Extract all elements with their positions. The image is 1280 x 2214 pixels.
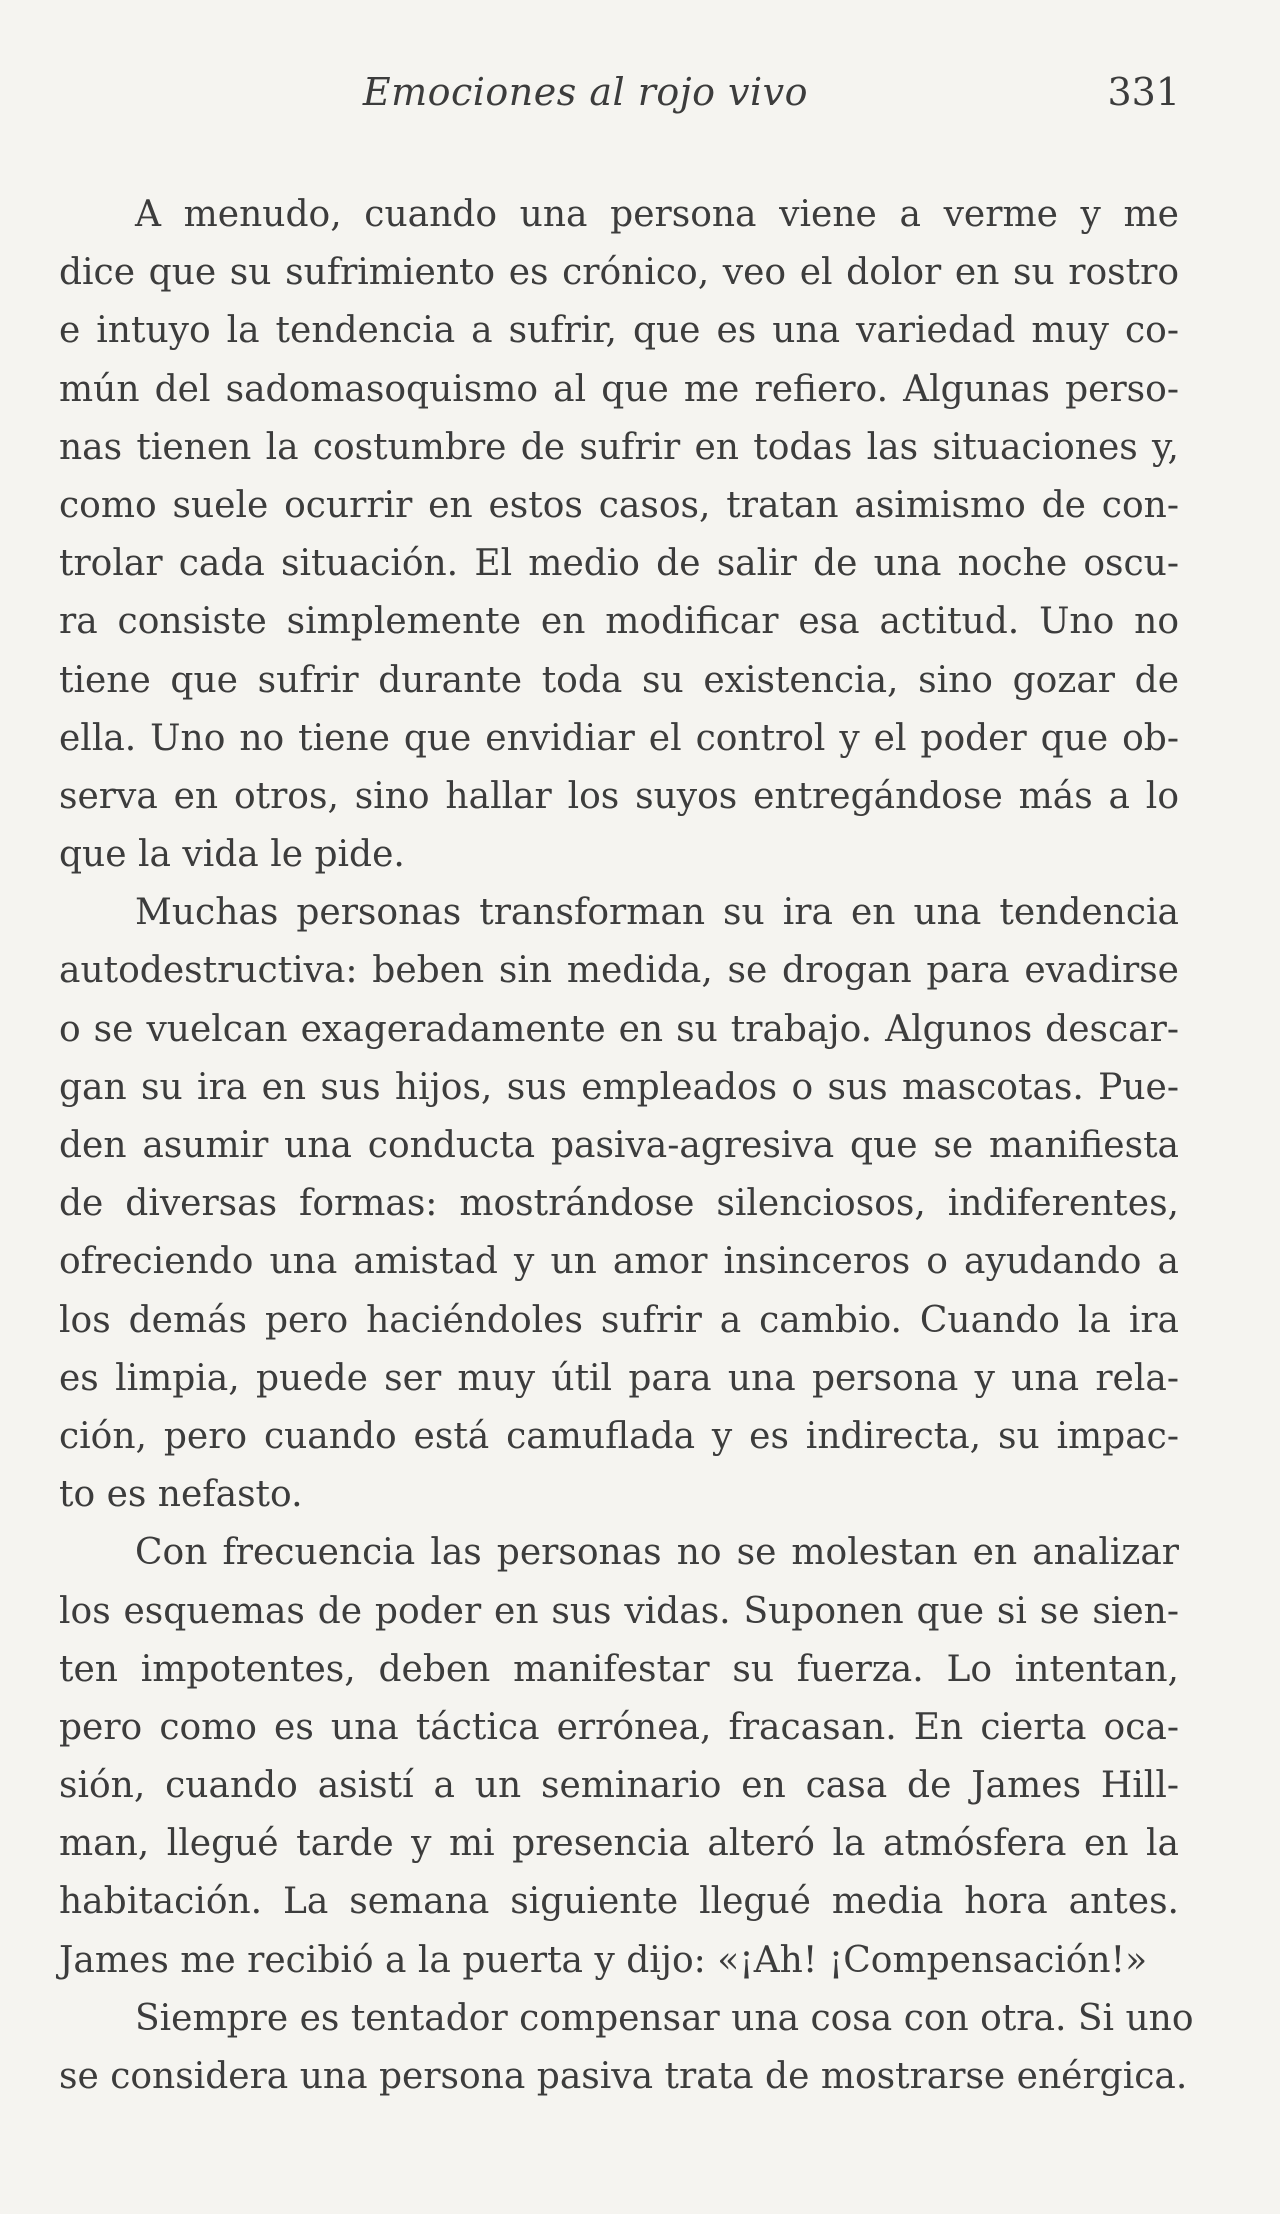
text-line: serva en otros, sino hallar los suyos entregándose más a lo: [59, 775, 1179, 817]
text-line: los demás pero haciéndoles sufrir a cambio. Cuando la ira: [59, 1299, 1179, 1341]
text-line: den asumir una conducta pasiva-agresiva que se manifiesta: [59, 1125, 1179, 1166]
text-line: es limpia, puede ser muy útil para una persona y una rela-: [59, 1357, 1179, 1399]
text-line: como suele ocurrir en estos casos, tratan asimismo de con-: [59, 484, 1179, 526]
text-line: trolar cada situación. El medio de salir de una noche oscu-: [59, 543, 1179, 585]
text-line: gan su ira en sus hijos, sus empleados o sus mascotas. Pue-: [59, 1066, 1179, 1108]
text-line: mún del sadomasoquismo al que me refiero. Algunas perso-: [59, 368, 1179, 410]
paragraph-3: [59, 1524, 1179, 1990]
body-text: [59, 186, 1194, 2106]
text-line: de diversas formas: mostrándose silenciosos, indiferentes,: [59, 1183, 1179, 1225]
text-line: to es nefasto.: [59, 1474, 303, 1516]
text-line: ten impotentes, deben manifestar su fuerza. Lo intentan,: [59, 1648, 1179, 1690]
text-line: Muchas personas transforman su ira en una tendencia: [135, 892, 1179, 934]
text-line: ella. Uno no tiene que envidiar el control y el poder que ob-: [59, 717, 1179, 759]
text-line: ción, pero cuando está camuflada y es indirecta, su impac-: [59, 1415, 1179, 1457]
text-line: sión, cuando asistí a un seminario en casa de James Hill-: [59, 1765, 1179, 1807]
text-line: nas tienen la costumbre de sufrir en todas las situaciones y,: [59, 426, 1179, 468]
text-line: se considera una persona pasiva trata de mostrarse enérgica.: [59, 2056, 1188, 2097]
text-line: los esquemas de poder en sus vidas. Suponen que si se sien-: [59, 1590, 1179, 1632]
text-line: o se vuelcan exageradamente en su trabajo. Algunos descar-: [59, 1008, 1179, 1050]
paragraph-4: [59, 1990, 1194, 2106]
text-line: dice que su sufrimiento es crónico, veo el dolor en su rostro: [59, 252, 1179, 294]
paragraph-2: [59, 884, 1179, 1524]
text-line: ra consiste simplemente en modificar esa actitud. Uno no: [59, 601, 1179, 643]
running-head: [60, 70, 1180, 130]
text-line: Con frecuencia las personas no se molestan en analizar: [135, 1532, 1179, 1574]
text-line: e intuyo la tendencia a sufrir, que es una variedad muy co-: [59, 310, 1179, 352]
text-line: man, llegué tarde y mi presencia alteró la atmósfera en la: [59, 1823, 1179, 1865]
text-line: autodestructiva: beben sin medida, se drogan para evadirse: [59, 950, 1179, 992]
text-line: habitación. La semana siguiente llegué media hora antes.: [59, 1881, 1179, 1923]
text-line: que la vida le pide.: [59, 834, 405, 876]
running-title: Emociones al rojo vivo: [362, 70, 808, 114]
text-line: A menudo, cuando una persona viene a verme y me: [135, 194, 1179, 235]
text-line: James me recibió a la puerta y dijo: «¡Ah! ¡Compensación!»: [59, 1939, 1148, 1981]
text-line: ofreciendo una amistad y un amor insinceros o ayudando a: [59, 1241, 1179, 1283]
page-number: 331: [1107, 70, 1180, 114]
text-line: tiene que sufrir durante toda su existencia, sino gozar de: [59, 659, 1179, 701]
paragraph-1: [59, 186, 1179, 884]
text-line: Siempre es tentador compensar una cosa con otra. Si uno: [135, 1997, 1194, 2039]
text-line: pero como es una táctica errónea, fracasan. En cierta oca-: [59, 1706, 1179, 1748]
